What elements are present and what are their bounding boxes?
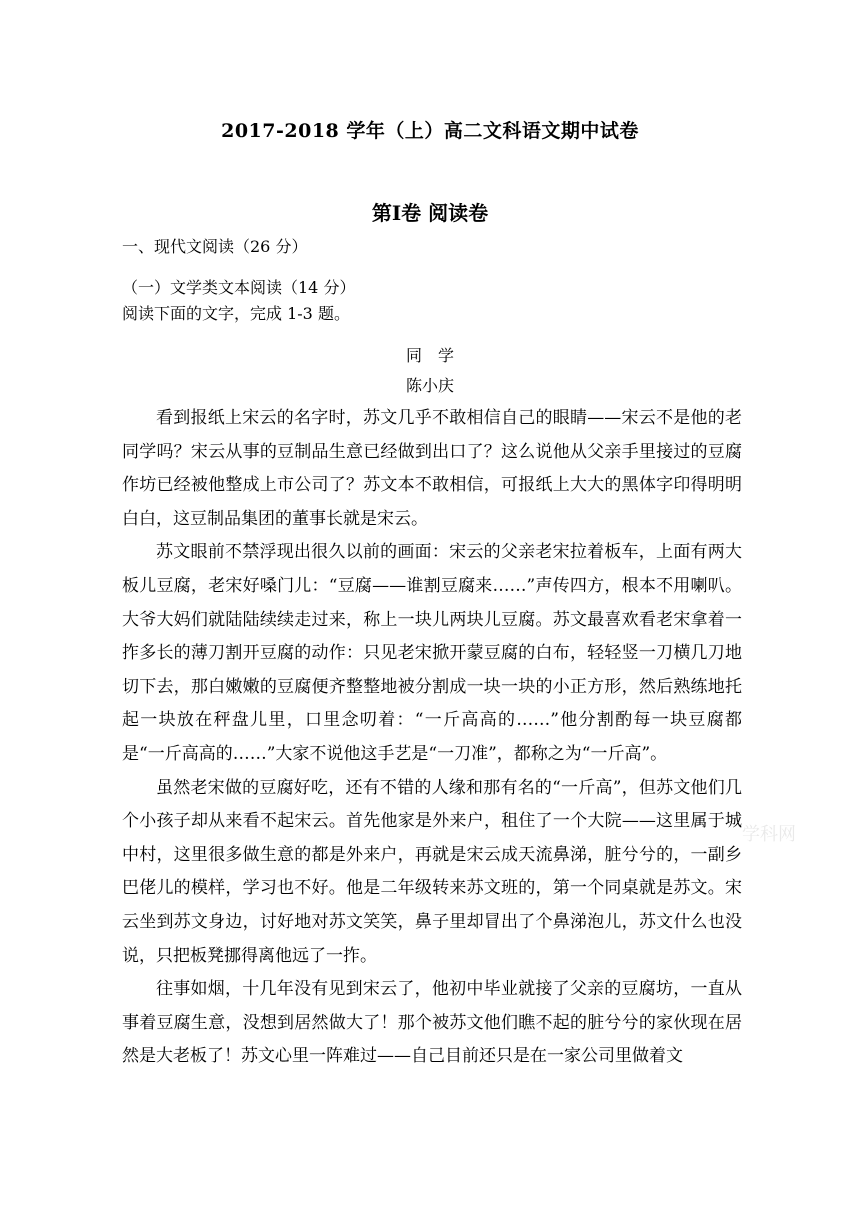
section-title: 第Ⅰ卷 阅读卷 bbox=[371, 201, 489, 225]
story-body bbox=[122, 402, 742, 1074]
watermark: 学科网 bbox=[742, 824, 796, 845]
story-title: 同 学 bbox=[405, 346, 454, 365]
paragraph-4: 往事如烟，十几年没有见到宋云了，他初中毕业就接了父亲的豆腐坊，一直从事着豆腐生意，没想到居然做大了！那个被苏文他们瞧不起的脏兮兮的家伙现在居然是大老板了！苏文心里一阵难过——自己目前还只是在一家公司里做着文 bbox=[122, 979, 742, 1067]
paragraph-1: 看到报纸上宋云的名字时，苏文几乎不敢相信自己的眼睛——宋云不是他的老同学吗？宋云从事的豆制品生意已经做到出口了？这么说他从父亲手里接过的豆腐作坊已经被他整成上市公司了？苏文本不敢相信，可报纸上大大的黑体字印得明明白白，这豆制品集团的董事长就是宋云。 bbox=[122, 408, 742, 529]
exam-title: 2017-2018 学年（上）高二文科语文期中试卷 bbox=[221, 120, 639, 142]
subpart-heading: （一）文学类文本阅读（14 分） bbox=[122, 278, 356, 297]
part-heading: 一、现代文阅读（26 分） bbox=[122, 237, 308, 256]
instruction: 阅读下面的文字，完成 1-3 题。 bbox=[122, 304, 350, 323]
paragraph-2: 苏文眼前不禁浮现出很久以前的画面：宋云的父亲老宋拉着板车，上面有两大板儿豆腐，老宋好嗓门儿：“豆腐——谁割豆腐来……”声传四方，根本不用喇叭。大爷大妈们就陆陆续续走过来，称上一块儿两块儿豆腐。苏文最喜欢看老宋拿着一拃多长的薄刀割开豆腐的动作：只见老宋掀开蒙豆腐的白布，轻轻竖一刀横几刀地切下去，那白嫩嫩的豆腐便齐整整地被分割成一块一块的小正方形，然后熟练地托起一块放在秤盘儿里，口里念叨着：“一斤高高的……”他分割酌每一块豆腐都是“一斤高高的……”大家不说他这手艺是“一刀准”，都称之为“一斤高”。 bbox=[122, 542, 742, 764]
paragraph-3: 虽然老宋做的豆腐好吃，还有不错的人缘和那有名的“一斤高”，但苏文他们几个小孩子却从来看不起宋云。首先他家是外来户，租住了一个大院——这里属于城中村，这里很多做生意的都是外来户，再就是宋云成天流鼻涕，脏兮兮的，一副乡巴佬儿的模样，学习也不好。他是二年级转来苏文班的，第一个同桌就是苏文。宋云坐到苏文身边，讨好地对苏文笑笑，鼻子里却冒出了个鼻涕泡儿，苏文什么也没说，只把板凳挪得离他远了一拃。 bbox=[122, 777, 742, 966]
author-name: 陈小庆 bbox=[405, 376, 454, 395]
